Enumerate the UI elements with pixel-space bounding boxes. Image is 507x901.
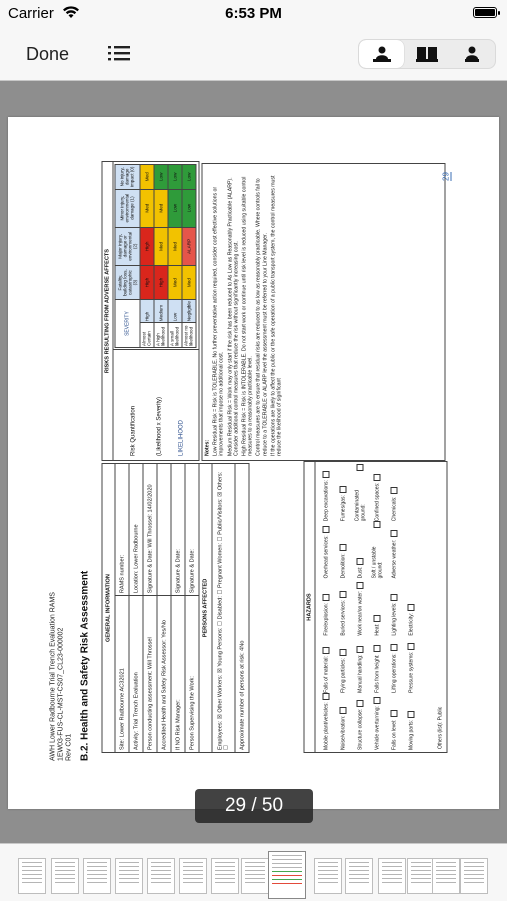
hazard-label: Buried services:	[339, 600, 346, 636]
page-thumbnail[interactable]	[83, 858, 111, 894]
hazard-item	[368, 464, 385, 521]
table-heading: GENERAL INFORMATION	[102, 464, 115, 753]
hazard-item	[334, 693, 351, 750]
hazard-item	[402, 693, 419, 750]
note-item: Low Residual Risk = Risk is TOLERABLE. No further preventative action required, consider cost effective solutions or improvements that impose no additional cost.	[212, 186, 225, 456]
hazard-label: Electricity:	[407, 612, 414, 636]
thumbnail-line	[382, 862, 402, 863]
risk-cell: Med	[139, 189, 153, 227]
risk-cell: Med	[167, 227, 181, 266]
checkbox-icon	[339, 486, 346, 493]
thumbnail-line	[183, 874, 203, 875]
thumbnail-line	[215, 862, 235, 863]
table-cell: Location: Lower Radbourne	[129, 464, 143, 596]
table-cell	[157, 464, 171, 596]
checkbox-icon	[407, 643, 414, 650]
checkbox-icon	[339, 707, 346, 714]
checkbox-icon	[373, 615, 380, 622]
hazard-item	[317, 521, 334, 578]
risk-cell: Low	[153, 165, 167, 190]
thumbnail-line	[55, 870, 75, 871]
likelihood-row-label: A high likelihood	[153, 323, 167, 348]
thumbnail-line	[411, 870, 431, 871]
note-item: If the operations are likely to affect the public or the safe operation of a public transport system, the control measures must reduce the likelihood of significant	[269, 175, 283, 456]
hazard-item	[368, 521, 385, 578]
hazard-label: Work near/on water:	[356, 590, 363, 636]
thumbnail-line	[436, 866, 456, 867]
page-thumbnail[interactable]	[211, 858, 239, 894]
thumbnail-strip[interactable]	[0, 843, 507, 901]
thumbnail-line	[382, 878, 402, 879]
hazard-label: Lifting operations:	[390, 653, 397, 693]
header-line: 1EW03-FUS-CL-MST-CS07_CL23-000002	[57, 627, 64, 761]
severity-column-header: Minor injury, environmental damage (1)	[115, 189, 140, 227]
hazard-label: Heat:	[373, 623, 380, 636]
carrier-label: Carrier	[8, 5, 54, 22]
thumbnail-line	[245, 866, 265, 867]
page-thumbnail[interactable]	[345, 858, 373, 894]
thumbnail-line	[318, 866, 338, 867]
hazard-item	[402, 578, 419, 635]
risk-cell: Med	[153, 189, 167, 227]
hazard-label: Falls from height:	[373, 654, 380, 693]
thumbnail-line	[119, 866, 139, 867]
hazard-label: Fumes/gas:	[339, 495, 346, 522]
thumbnail-line	[215, 870, 235, 871]
thumbnail-line	[87, 862, 107, 863]
table-heading: PERSONS AFFECTED	[199, 464, 212, 753]
battery-icon	[473, 7, 497, 18]
severity-column-header: Major injury, damage or environmental (2)	[115, 227, 140, 266]
single-page-mode-button[interactable]	[359, 40, 404, 68]
risk-cell: High	[153, 266, 167, 300]
page-thumbnail[interactable]	[51, 858, 79, 894]
checkbox-icon	[373, 521, 380, 528]
thumbnail-line	[87, 874, 107, 875]
thumbnail-line	[55, 866, 75, 867]
notes-section	[201, 163, 445, 461]
thumbnail-line	[272, 883, 302, 884]
thumbnail-line	[245, 862, 265, 863]
checkbox-icon	[339, 649, 346, 656]
checkbox-icon	[407, 711, 414, 718]
checkbox-icon	[390, 530, 397, 537]
done-button[interactable]: Done	[26, 44, 70, 64]
risk-cell: Low	[167, 165, 181, 190]
thumbnail-line	[55, 862, 75, 863]
thumbnail-line	[411, 878, 431, 879]
hazard-label: Lighting levels:	[390, 602, 397, 636]
risk-cell: Med	[181, 266, 195, 300]
thumbnail-line	[411, 882, 431, 883]
thumbnail-line	[22, 866, 42, 867]
thumbnail-line	[151, 866, 171, 867]
thumbnail-line	[272, 863, 302, 864]
hazard-item	[317, 578, 334, 635]
page-thumbnail[interactable]	[314, 858, 342, 894]
thumbnail-line	[272, 867, 302, 868]
thumbnail-line	[215, 882, 235, 883]
hazard-label: Flying particles:	[339, 658, 346, 693]
checkbox-icon	[322, 594, 329, 601]
likelihood-level: Negligible	[181, 300, 195, 323]
thumbnail-line	[349, 882, 369, 883]
thumbnail-line	[436, 878, 456, 879]
thumbnail-line	[272, 855, 302, 856]
page-counter: 29 / 50	[195, 789, 313, 823]
thumbnail-line	[272, 875, 302, 876]
hazards-grid	[315, 462, 421, 752]
thumbnail-line	[55, 878, 75, 879]
table-cell: Site: Lower Radbourne AC32021	[115, 596, 129, 753]
page-view-mode-button[interactable]	[450, 40, 495, 68]
hazard-item	[334, 521, 351, 578]
rotated-page-content	[41, 143, 466, 783]
table-cell: Signature & Date:	[185, 464, 199, 596]
hazard-label: Soft / unstable ground:	[370, 546, 383, 579]
thumbnail-line	[151, 874, 171, 875]
header-line: AWH Lower Radbourne Trial Trench Evaluation RAMS	[49, 592, 56, 761]
thumbnail-line	[349, 862, 369, 863]
status-bar	[0, 0, 507, 28]
hazard-label: Fire/explosion:	[322, 603, 329, 636]
hazard-label: Confined spaces:	[373, 482, 380, 522]
hazard-item	[385, 636, 402, 693]
checkbox-icon	[407, 604, 414, 611]
thumbnail-line	[183, 870, 203, 871]
thumbnail-line	[382, 866, 402, 867]
thumbnail-line	[382, 882, 402, 883]
risk-cell: Med	[139, 165, 153, 190]
thumbnail-line	[318, 870, 338, 871]
thumbnail-line	[183, 882, 203, 883]
hazard-item	[385, 693, 402, 750]
list-icon[interactable]	[108, 44, 130, 62]
hazard-item	[317, 464, 334, 521]
page-thumbnail[interactable]	[147, 858, 175, 894]
notes-label: Notes:	[204, 439, 210, 456]
thumbnail-line	[436, 862, 456, 863]
thumbnail-line	[464, 882, 484, 883]
hazard-item	[334, 464, 351, 521]
checkbox-icon	[322, 693, 329, 700]
hazard-item	[402, 636, 419, 693]
risk-cell: Med	[153, 227, 167, 266]
thumbnail-line	[119, 882, 139, 883]
table-cell: Person Supervising the Work:	[185, 596, 199, 753]
viewer-toolbar	[0, 28, 507, 81]
hazard-item	[351, 693, 368, 750]
risk-cell: Med	[167, 266, 181, 300]
thumbnail-line	[272, 859, 302, 860]
thumbnail-line	[183, 866, 203, 867]
thumbnail-line	[151, 878, 171, 879]
thumbnail-line	[382, 874, 402, 875]
hazard-item	[351, 578, 368, 635]
checkbox-icon	[356, 464, 363, 471]
checkbox-icon	[322, 471, 329, 478]
thumbnail-line	[349, 870, 369, 871]
thumbnail-line	[87, 870, 107, 871]
thumbnail-line	[215, 866, 235, 867]
document-header	[49, 592, 73, 761]
risk-matrix-table	[114, 164, 196, 348]
checkbox-icon	[373, 645, 380, 652]
hazard-label: Deep excavations:	[322, 480, 329, 522]
thumbnail-line	[436, 870, 456, 871]
checkbox-icon	[356, 700, 363, 707]
table-cell: Person conducting assessment: Will Throssel	[143, 596, 157, 753]
others-text: Others (list): Public	[437, 706, 443, 749]
page-thumbnail[interactable]	[18, 858, 46, 894]
thumbnail-line	[245, 882, 265, 883]
page-thumbnail[interactable]	[115, 858, 143, 894]
general-information-table	[101, 463, 249, 753]
thumbnail-line	[87, 866, 107, 867]
thumbnail-line	[382, 870, 402, 871]
risk-cell: Low	[167, 189, 181, 227]
checkbox-icon	[390, 644, 397, 651]
checkbox-icon	[390, 710, 397, 717]
page-layout-control	[358, 39, 496, 69]
page-number: 29	[441, 172, 450, 181]
thumbnail-line	[87, 882, 107, 883]
thumbnail-line	[151, 882, 171, 883]
thumbnail-line	[318, 874, 338, 875]
note-item: High Residual Risk = Risk is INTOLERABLE. Do not start work or continue until risk level is reduced using suitable control measures to a reasonably practicable level.	[241, 176, 254, 456]
hazard-label: Falls on level:	[390, 719, 397, 750]
hazard-item	[385, 521, 402, 578]
thumbnail-line	[22, 862, 42, 863]
thumbnail-line	[464, 878, 484, 879]
hazard-item	[368, 693, 385, 750]
severity-label: SEVERITY	[115, 300, 140, 348]
table-cell: If NO Risk Manager:	[171, 596, 185, 753]
thumbnail-line	[119, 878, 139, 879]
thumbnail-line	[349, 878, 369, 879]
hazard-item	[334, 578, 351, 635]
table-cell: Approximate number of persons at risk: 4No	[235, 464, 249, 753]
thumbnail-line	[349, 874, 369, 875]
risk-matrix-section	[101, 161, 199, 461]
hazard-label: Moving parts:	[407, 719, 414, 750]
thumbnail-line	[464, 870, 484, 871]
thumbnail-line	[245, 870, 265, 871]
likelihood-level: Low	[167, 300, 181, 323]
page-thumbnail[interactable]	[432, 858, 460, 894]
hazard-item	[317, 693, 334, 750]
hazard-label: Adverse weather:	[390, 539, 397, 579]
hazard-item	[317, 636, 334, 693]
thumbnail-line	[22, 874, 42, 875]
thumbnail-line	[272, 871, 302, 872]
hazard-item	[351, 464, 368, 521]
hazard-label: Manual handling:	[356, 654, 363, 693]
thumbnail-line	[119, 870, 139, 871]
page-user-icon	[462, 45, 482, 63]
thumbnail-line	[55, 874, 75, 875]
risks-heading: RISKS RESULTING FROM ADVERSE AFFECTS	[102, 162, 113, 460]
thumbnail-line	[436, 882, 456, 883]
risk-matrix	[114, 164, 196, 348]
hazard-item	[368, 636, 385, 693]
checkbox-icon	[390, 594, 397, 601]
table-cell: RAMS number:	[115, 464, 129, 596]
thumbnail-line	[411, 866, 431, 867]
checkbox-icon	[373, 697, 380, 704]
hazard-item	[385, 578, 402, 635]
risk-cell: Low	[181, 189, 195, 227]
thumbnail-line	[183, 878, 203, 879]
checkbox-icon	[339, 591, 346, 598]
document-viewport[interactable]	[0, 81, 507, 843]
two-page-mode-button[interactable]	[404, 40, 449, 68]
table-cell: Signature & Date: Will Throssel: 14/02/2020	[143, 464, 157, 596]
thumbnail-line	[318, 878, 338, 879]
checkbox-icon	[322, 647, 329, 654]
page-thumbnail[interactable]	[378, 858, 406, 894]
hazards-section	[303, 461, 447, 753]
hazard-item	[334, 636, 351, 693]
checkbox-icon	[356, 646, 363, 653]
hazard-label: Demolition:	[339, 553, 346, 579]
risk-cell: High	[139, 266, 153, 300]
thumbnail-line	[245, 874, 265, 875]
thumbnail-line	[411, 862, 431, 863]
thumbnail-line	[436, 874, 456, 875]
risk-cell: ALARP	[181, 227, 195, 266]
thumbnail-line	[318, 882, 338, 883]
table-cell: Accredited Health and Safety Risk Assessor: Yes/No	[157, 596, 171, 753]
hazard-label: Structure collapse:	[356, 708, 363, 750]
checkbox-icon	[373, 474, 380, 481]
page-thumbnail[interactable]	[407, 858, 435, 894]
thumbnail-line	[272, 879, 302, 880]
risk-quantification-label: Risk Quantification	[130, 405, 136, 456]
page-thumbnail[interactable]	[460, 858, 488, 894]
likelihood-row-label: Almost Certain	[139, 323, 153, 348]
risk-cell: High	[139, 227, 153, 266]
risk-cell: Low	[181, 165, 195, 190]
checkbox-icon	[356, 558, 363, 565]
clock: 6:53 PM	[225, 5, 282, 22]
thumbnail-line	[411, 874, 431, 875]
note-item: Control measures are to ensure that residual risks are reduced to as low as reasonably practicable. Where controls fail to reduce to a TOLERABLE or ALARP level the assessment must be referred to your Line Manager.	[255, 178, 268, 456]
thumbnail-line	[349, 866, 369, 867]
document-page[interactable]	[8, 117, 499, 809]
checkbox-icon	[339, 544, 346, 551]
hazard-label: Noise/vibration:	[339, 715, 346, 750]
thumbnail-line	[55, 882, 75, 883]
likelihood-row-label: A small likelihood	[167, 323, 181, 348]
checkbox-icon	[390, 487, 397, 494]
thumbnail-line	[318, 862, 338, 863]
hazard-label: Mobile plant/vehicles:	[322, 702, 329, 750]
severity-column-header: Fatality, building loss, catastrophic (3)	[115, 266, 140, 300]
current-page-thumbnail[interactable]	[268, 851, 306, 899]
likelihood-level: Medium	[153, 300, 167, 323]
hazard-item	[385, 464, 402, 521]
likelihood-label: LIKELIHOOD	[178, 419, 184, 456]
page-thumbnail[interactable]	[179, 858, 207, 894]
table-cell: Signature & Date:	[171, 464, 185, 596]
hazard-label: Vehicle overturning:	[373, 706, 380, 750]
document-title: B.2. Health and Safety Risk Assessment	[79, 570, 90, 761]
thumbnail-line	[151, 870, 171, 871]
thumbnail-line	[151, 862, 171, 863]
thumbnail-line	[464, 874, 484, 875]
single-page-icon	[372, 45, 392, 63]
thumbnail-line	[215, 874, 235, 875]
hazard-label: Chemicals:	[390, 496, 397, 522]
hazard-label: Dust:	[356, 566, 363, 579]
likelihood-row-label: Almost no likelihood	[181, 323, 195, 348]
hazard-label: Contaminated ground:	[353, 490, 366, 522]
page-thumbnail[interactable]	[241, 858, 269, 894]
hazard-item	[351, 521, 368, 578]
thumbnail-line	[464, 866, 484, 867]
checkbox-icon	[356, 582, 363, 589]
thumbnail-line	[119, 862, 139, 863]
hazards-heading: HAZARDS	[304, 462, 315, 752]
hazard-label: Falls of material:	[322, 656, 329, 693]
two-page-icon	[415, 45, 439, 63]
hazard-item	[351, 636, 368, 693]
thumbnail-line	[464, 862, 484, 863]
thumbnail-line	[22, 882, 42, 883]
severity-column-header: No injury, damage impact (0)	[115, 165, 140, 190]
thumbnail-line	[22, 878, 42, 879]
thumbnail-line	[119, 874, 139, 875]
likelihood-formula: (Likelihood x Severity)	[156, 396, 162, 456]
hazard-label: Pressure systems:	[407, 651, 414, 693]
thumbnail-line	[22, 870, 42, 871]
hazard-item	[368, 578, 385, 635]
likelihood-level: High	[139, 300, 153, 323]
checkbox-icon	[322, 526, 329, 533]
thumbnail-line	[183, 862, 203, 863]
header-line: Rev C01	[65, 733, 72, 761]
thumbnail-line	[87, 878, 107, 879]
note-item: Medium Residual Risk = Work may only start if the risk has been reduced to As Low as Reasonably Practicable (ALARP). Consider additional control measures that reduce the risk without significantly increasing cost.	[226, 177, 239, 456]
table-cell: Activity: Trial Trench Evaluation	[129, 596, 143, 753]
thumbnail-line	[245, 878, 265, 879]
hazard-label: Overhead services:	[322, 535, 329, 579]
table-cell: Employees: ☒ Other Workers: ☒ Young Persons: ☐ Disabled: ☐ Pregnant Women: ☐ Public/Visitors: ☒ Others: ☐	[212, 464, 235, 753]
thumbnail-line	[215, 878, 235, 879]
